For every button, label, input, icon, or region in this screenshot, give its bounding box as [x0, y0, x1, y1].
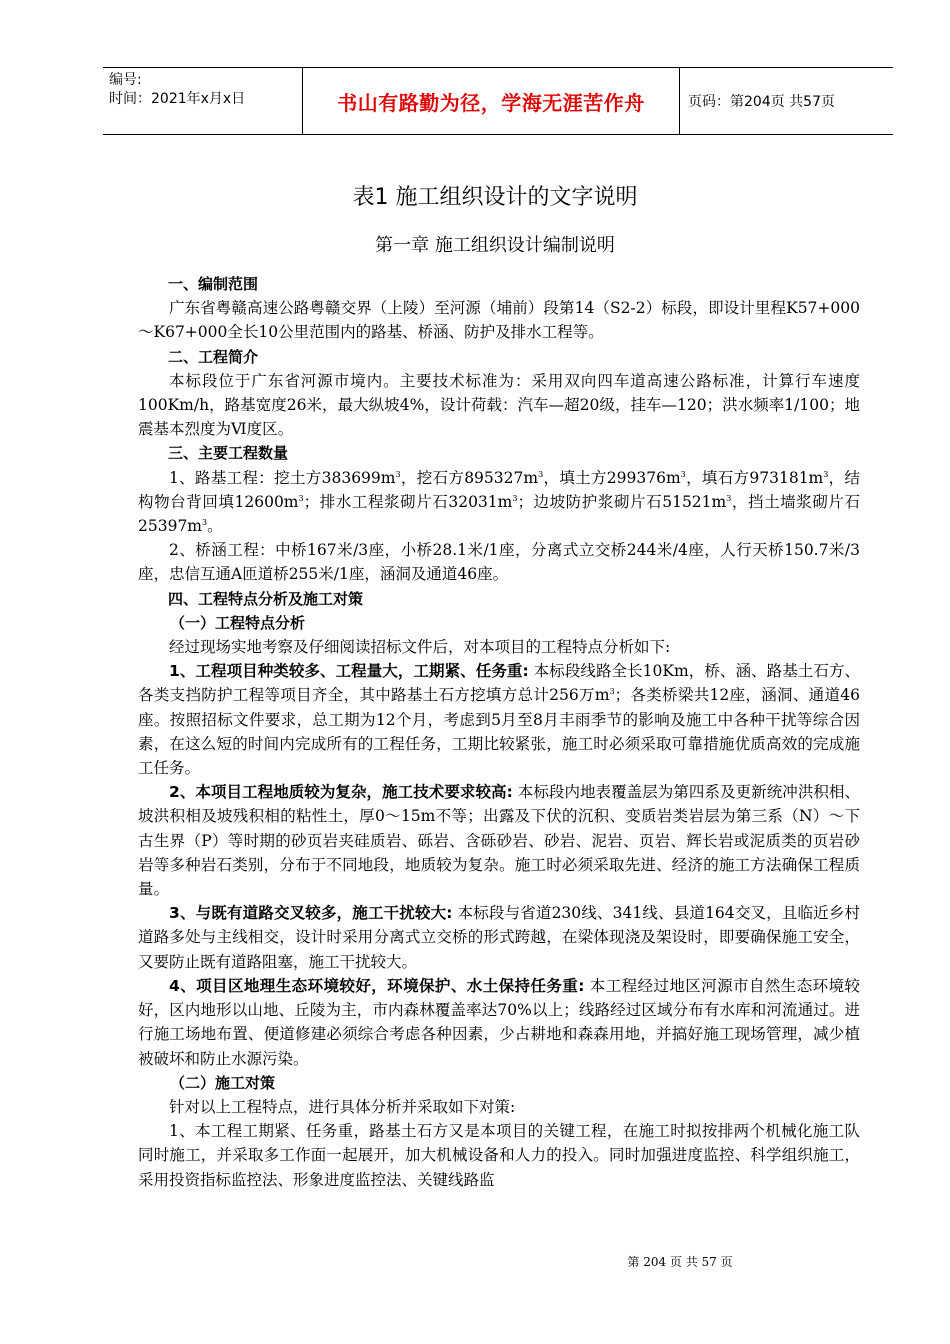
subsection-heading-countermeasures: （二）施工对策: [170, 1073, 276, 1092]
page-code-cell: [680, 68, 893, 134]
text-fragment: ，填石方973181m: [685, 468, 824, 487]
motto-cell: [303, 68, 680, 134]
superscript: 3: [609, 687, 615, 697]
time-label: 时间：2021年x月x日: [109, 91, 246, 107]
paragraph-feature-3: [138, 901, 860, 974]
text-fragment: 本工程经过地区河源市自然生态环境较好，区内地形以山地、丘陵为主，市内森林覆盖率达70%以上；线路经过区域分布有水库和河流通过。进行施工场地布置、便道修建必须综合考虑各种因素，少占耕地和森森用地，并搞好施工现场管理，减少植被破坏和防止水源污染。: [138, 976, 860, 1068]
paragraph-feature-2: [138, 780, 860, 901]
number-label: 编号:: [109, 72, 142, 88]
feature-2-lead: 2、本项目工程地质较为复杂，施工技术要求较高:: [169, 783, 513, 802]
motto-text: 书山有路勤为径，学海无涯苦作舟: [337, 90, 645, 115]
paragraph-roadbed-quantities: [138, 466, 860, 539]
text-fragment: ；边坡防护浆砌片石51521m: [517, 492, 727, 511]
feature-3-lead: 3、与既有道路交叉较多，施工干扰较大:: [169, 904, 453, 923]
text-fragment: ，挖石方895327m: [400, 468, 539, 487]
paragraph-bridge-quantities: 2、桥涵工程：中桥167米/3座，小桥28.1米/1座，分离式立交桥244米/4座，人行天桥150.7米/3座，忠信互通A匝道桥255米/1座，涵洞及通道46座。: [138, 541, 860, 584]
text-fragment: ；排水工程浆砌片石32031m: [303, 492, 513, 511]
superscript: 3: [538, 469, 544, 479]
subsection-heading-features: （一）工程特点分析: [170, 613, 306, 632]
text-fragment: ，结构物台背回填12600m: [138, 468, 861, 511]
text-fragment: 本标段线路全长10Km，桥、涵、路基土石方、各类支挡防护工程等项目齐全，其中路基土石方挖填方总计256万m: [138, 662, 860, 705]
text-fragment: ，填土方299376m: [543, 468, 681, 487]
section-heading-quantities: 三、主要工程数量: [168, 444, 289, 463]
superscript: 3: [680, 469, 686, 479]
text-fragment: 。: [207, 517, 223, 536]
text-fragment: 1、路基工程：挖土方383699m: [169, 468, 396, 487]
feature-4-lead: 4、项目区地理生态环境较好，环境保护、水土保持任务重:: [169, 976, 585, 995]
text-fragment: ，挡土墙浆砌片石25397m: [138, 492, 860, 536]
header-table: [103, 67, 893, 135]
document-body: [138, 272, 860, 1192]
section-heading-analysis: 四、工程特点分析及施工对策: [168, 589, 364, 608]
superscript: 3: [202, 517, 208, 527]
superscript: 3: [395, 469, 401, 479]
paragraph-feature-4: [138, 974, 860, 1071]
superscript: 3: [823, 469, 829, 479]
section-heading-overview: 二、工程简介: [168, 347, 259, 366]
section-heading-scope: 一、编制范围: [168, 275, 259, 293]
chapter-title: 第一章 施工组织设计编制说明: [375, 235, 615, 256]
text-fragment: 本标段与省道230线、341线、县道164交叉，且临近乡村道路多处与主线相交，设计时采用分离式立交桥的形式跨越，在梁体现浇及架设时，即要确保施工安全，又要防止既有道路阻塞，施工干扰较大。: [138, 904, 860, 971]
superscript: 3: [298, 493, 304, 503]
paragraph-countermeasures-intro: 针对以上工程特点，进行具体分析并采取如下对策:: [169, 1097, 516, 1116]
paragraph-analysis-intro: 经过现场实地考察及仔细阅读招标文件后，对本项目的工程特点分析如下:: [169, 638, 671, 657]
text-fragment: ；各类桥梁共12座，涵洞、通道46座。按照招标文件要求，总工期为12个月，考虑到5月至8月丰雨季节的影响及施工中各种干扰等综合因素，在这么短的时间内完成所有的工程任务，工期比较紧张，施工时必须采取可靠措施优质高效的完成施工任务。: [138, 686, 860, 778]
header-meta-cell: [103, 68, 303, 134]
paragraph-scope: 广东省粤赣高速公路粤赣交界（上陵）至河源（埔前）段第14（S2-2）标段，即设计里程K57+000～K67+000全长10公里范围内的路基、桥涵、防护及排水工程等。: [138, 299, 860, 342]
page-footer: 第 204 页 共 57 页: [627, 1255, 733, 1269]
superscript: 3: [512, 493, 518, 503]
text-fragment: 本标段内地表覆盖层为第四系及更新统冲洪积相、坡洪积相及坡残积相的粘性土，厚0～15m不等；出露及下伏的沉积、变质岩类岩层为第三系（N）～下古生界（P）等时期的砂页岩夹硅质岩、砾岩、含砾砂岩、砂岩、泥岩、页岩、辉长岩或泥质类的页岩砂岩等多种岩石类别，分布于不同地段，地质较为复杂。施工时必须采取先进、经济的施工方法确保工程质量。: [138, 783, 860, 899]
paragraph-overview: 本标段位于广东省河源市境内。主要技术标准为：采用双向四车道高速公路标准，计算行车速度100Km/h，路基宽度26米，最大纵坡4%，设计荷载：汽车—超20级，挂车—120；洪水频率1/100；地震基本烈度为Ⅵ度区。: [138, 371, 860, 439]
page-code: 页码：第204页 共57页: [688, 94, 835, 110]
document-title: 表1 施工组织设计的文字说明: [352, 185, 638, 210]
paragraph-feature-1: [138, 659, 860, 780]
feature-1-lead: 1、工程项目种类较多、工程量大，工期紧、任务重:: [169, 662, 529, 681]
superscript: 3: [726, 493, 732, 503]
paragraph-countermeasure-1: 1、本工程工期紧、任务重，路基土石方又是本项目的关键工程，在施工时拟按排两个机械化施工队同时施工，并采取多工作面一起展开，加大机械设备和人力的投入。同时加强进度监控、科学组织施工，采用投资指标监控法、形象进度监控法、关键线路监: [138, 1122, 860, 1189]
